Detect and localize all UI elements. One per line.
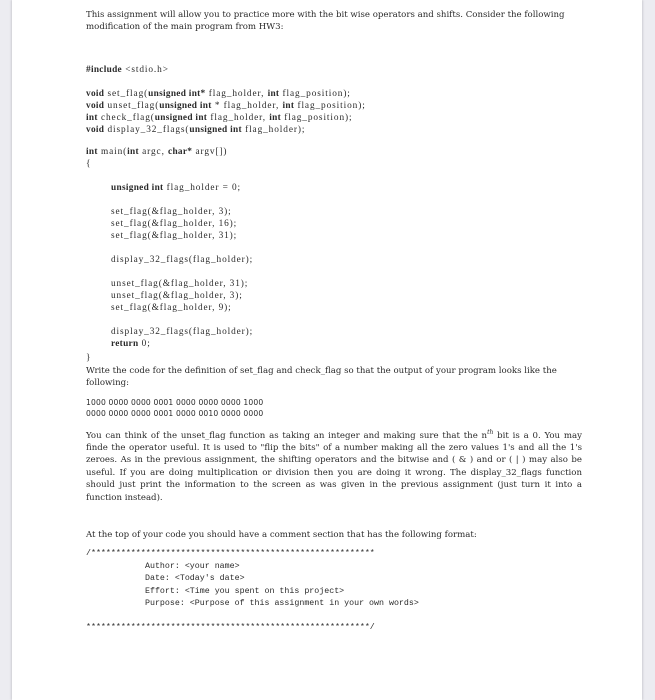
return-line	[86, 338, 582, 350]
param: flag_position);	[281, 112, 353, 123]
kw: return	[111, 338, 139, 349]
main-signature	[86, 146, 582, 158]
kw: unsigned int	[154, 112, 208, 123]
fn: set_flag(	[104, 88, 149, 99]
document-page	[12, 0, 642, 700]
code-include	[86, 64, 582, 76]
instruction-line-2: following:	[86, 378, 130, 389]
prototype-line	[86, 100, 582, 112]
comment-line: Date: <Today's date>	[145, 574, 245, 584]
fn: check_flag(	[97, 112, 155, 123]
return-value: 0;	[138, 338, 151, 349]
param: * flag_holder,	[211, 100, 283, 111]
flag-holder-declaration	[86, 182, 582, 194]
include-keyword: #include	[86, 64, 122, 75]
fn: main(	[97, 146, 128, 157]
param: flag_holder,	[205, 88, 268, 99]
prototype-line	[86, 124, 582, 136]
kw: int	[127, 146, 139, 157]
code-line: display_32_flags(flag_holder);	[111, 254, 254, 265]
include-header: <stdio.h>	[121, 64, 169, 75]
comment-line: Purpose: <Purpose of this assignment in your own words>	[145, 598, 419, 608]
fn: display_32_flags(	[104, 124, 190, 135]
decl-rest: flag_holder = 0;	[163, 182, 242, 193]
code-line: set_flag(&flag_holder, 9);	[111, 302, 232, 313]
kw: int	[86, 112, 98, 123]
expected-output-line: 1000 0000 0000 0001 0000 0000 0000 1000	[86, 397, 264, 407]
code-line: unset_flag(&flag_holder, 31);	[111, 278, 249, 289]
explanation-text: bit is a 0. You may finde the operator useful. It is used to "flip the bits" of a number making all the zero values 1's and all the 1's zeroes. As in the previous assignment, the shifting operators and the bitwise and ( & ) and or ( | ) may also be useful. If you are doing multiplication or division then you are doing it wrong. The display_32_flags function should just print the information to the screen as was given in the previous assignment (just turn it into a function instead).	[86, 430, 582, 503]
code-line: set_flag(&flag_holder, 16);	[111, 218, 238, 229]
document-content	[86, 9, 582, 635]
kw: unsigned int	[189, 124, 242, 135]
kw: void	[86, 124, 105, 135]
code-prototypes	[86, 88, 582, 136]
param: argc,	[138, 146, 169, 157]
param: flag_holder,	[207, 112, 270, 123]
code-line: set_flag(&flag_holder, 3);	[111, 206, 232, 217]
kw: void	[86, 100, 105, 111]
code-line: set_flag(&flag_holder, 31);	[111, 230, 238, 241]
kw: int	[282, 100, 295, 111]
kw: unsigned int	[111, 182, 164, 193]
explanation-text: You can think of the unset_flag function as taking an integer and making sure that the n	[86, 430, 488, 441]
open-brace: {	[86, 158, 92, 169]
kw: unsigned int*	[148, 88, 206, 99]
comment-line: Effort: <Time you spent on this project>	[145, 586, 345, 596]
expected-output-line: 0000 0000 0000 0001 0000 0010 0000 0000	[86, 408, 264, 418]
kw: void	[86, 88, 105, 99]
explanation-paragraph	[86, 427, 582, 504]
kw: int	[86, 146, 98, 157]
param: flag_position);	[279, 88, 351, 99]
kw: int	[269, 112, 281, 123]
param: argv[])	[192, 146, 228, 157]
kw: int	[267, 88, 280, 99]
code-line: unset_flag(&flag_holder, 3);	[111, 290, 243, 301]
comment-bottom: *********************************************************/	[86, 623, 375, 633]
superscript: th	[487, 428, 494, 436]
param: flag_holder);	[241, 124, 306, 135]
kw: unsigned int	[159, 100, 212, 111]
code-line: display_32_flags(flag_holder);	[111, 326, 254, 337]
instruction-paragraph	[86, 365, 582, 390]
prototype-line	[86, 88, 582, 100]
intro-line-1: This assignment will allow you to practice more with the bit wise operators and shifts. Consider the following	[86, 10, 565, 20]
prototype-line	[86, 112, 582, 124]
comment-top: /*********************************************************	[86, 549, 375, 559]
intro-line-2: modification of the main program from HW3:	[86, 22, 284, 33]
param: flag_position);	[294, 100, 366, 111]
instruction-line-1: Write the code for the definition of set_flag and check_flag so that the output of your program looks like the	[86, 365, 557, 376]
close-brace: }	[86, 352, 92, 363]
comment-line: Author: <your name>	[145, 561, 240, 571]
comment-intro: At the top of your code you should have a comment section that has the following format:	[86, 529, 477, 540]
intro-paragraph	[86, 9, 582, 34]
kw: char*	[168, 146, 193, 157]
fn: unset_flag(	[104, 100, 160, 111]
